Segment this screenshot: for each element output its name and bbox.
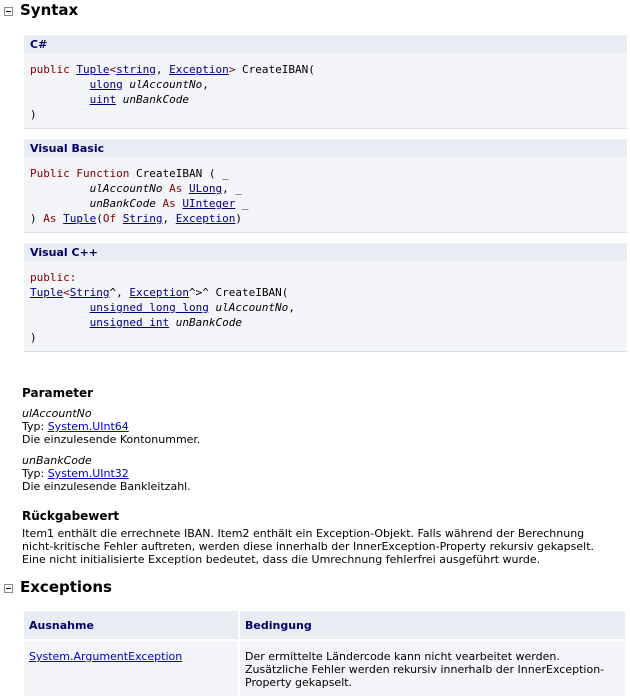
type-link-uint[interactable]: uint (89, 93, 117, 106)
keyword: Public Function (30, 167, 130, 180)
vb-code (24, 158, 627, 233)
cpp-code (24, 262, 627, 352)
exceptions-table (24, 611, 627, 696)
type-link-exception[interactable]: Exception (129, 286, 189, 299)
closing-paren: ) (30, 108, 37, 121)
separator: , (155, 63, 170, 76)
separator: , (162, 212, 176, 225)
exceptions-header[interactable] (0, 578, 630, 600)
cpp-code-block (24, 243, 627, 352)
type-link-exception[interactable]: Exception (169, 63, 229, 76)
type-link-tuple[interactable]: Tuple (76, 63, 110, 76)
table-header-row (24, 611, 626, 640)
closing-paren: ) (30, 212, 44, 225)
type-link-ulong[interactable]: ulong (89, 78, 123, 91)
returns-title: Rückgabewert (22, 509, 120, 523)
parameter-type-line (22, 420, 630, 433)
type-link-tuple[interactable]: Tuple (30, 286, 64, 299)
closing-paren: ) (30, 331, 37, 344)
separator: , (202, 78, 209, 91)
syntax-title: Syntax (20, 1, 79, 19)
parameter-item (22, 454, 630, 493)
param-name: unBankCode (89, 197, 156, 210)
syntax-header[interactable] (0, 1, 630, 23)
vb-code-block (24, 139, 627, 233)
exception-cell (24, 640, 239, 696)
type-link-exception[interactable]: Exception (175, 212, 236, 225)
exceptions-section (0, 578, 630, 696)
separator: _ (235, 197, 249, 210)
csharp-header: C# (24, 35, 627, 54)
generic-bracket: > (228, 63, 236, 76)
type-link-system-uint64[interactable]: System.UInt64 (47, 420, 129, 433)
keyword: As (162, 197, 176, 210)
param-name: unBankCode (122, 93, 189, 106)
generic-bracket: < (109, 63, 117, 76)
parameter-name: unBankCode (22, 454, 92, 467)
type-link-unsigned-int[interactable]: unsigned int (89, 316, 170, 329)
collapse-icon[interactable] (4, 584, 13, 593)
collapse-icon[interactable] (4, 7, 13, 16)
method-name: CreateIBAN( (235, 63, 315, 76)
separator: , _ (222, 182, 242, 195)
parameter-description: Die einzulesende Kontonummer. (22, 433, 201, 446)
paren: ( (96, 212, 103, 225)
returns-text: Item1 enthält die errechnete IBAN. Item2 enthält ein Exception-Objekt. Falls während der Berechnung nicht-kritische Fehler auftreten, werden diese innerhalb der InnerException-Property rekursiv gekapselt. Eine nicht initialisierte Exception bedeutet, dass die Umrechnung fehlerfrei ausgeführt wurde. (22, 527, 594, 566)
parameter-type-line (22, 467, 630, 480)
type-link-tuple[interactable]: Tuple (63, 212, 97, 225)
keyword: public: (30, 271, 77, 284)
table-row (24, 640, 626, 696)
keyword: Of (102, 212, 117, 225)
csharp-code-block (24, 35, 627, 129)
type-link-unsigned-long-long[interactable]: unsigned long long (89, 301, 209, 314)
type-link-string[interactable]: String (69, 286, 110, 299)
exception-link[interactable]: System.ArgumentException (29, 650, 183, 663)
exceptions-title: Exceptions (20, 578, 112, 596)
type-link-string[interactable]: string (116, 63, 156, 76)
param-name: ulAccountNo (215, 301, 289, 314)
type-link-ulong[interactable]: ULong (188, 182, 223, 195)
keyword: As (43, 212, 57, 225)
type-link-uinteger[interactable]: UInteger (182, 197, 236, 210)
generic-bracket: < (63, 286, 70, 299)
parameters-title: Parameter (22, 386, 94, 400)
keyword: As (169, 182, 183, 195)
method-name: CreateIBAN ( _ (129, 167, 229, 180)
param-name: unBankCode (175, 316, 242, 329)
paren: ) (235, 212, 242, 225)
column-header-condition: Bedingung (239, 611, 626, 640)
csharp-code (24, 54, 627, 129)
returns-section (0, 509, 630, 566)
parameter-description: Die einzulesende Bankleitzahl. (22, 480, 191, 493)
param-name: ulAccountNo (89, 182, 163, 195)
parameters-section (0, 386, 630, 493)
separator: ^, (109, 286, 130, 299)
param-name: ulAccountNo (129, 78, 203, 91)
keyword: public (30, 63, 70, 76)
type-label: Typ: (22, 467, 48, 480)
separator: , (288, 301, 295, 314)
type-label: Typ: (22, 420, 48, 433)
method-name: ^>^ CreateIBAN( (188, 286, 289, 299)
cpp-header: Visual C++ (24, 243, 627, 262)
condition-cell: Der ermittelte Ländercode kann nicht vearbeitet werden. Zusätzliche Fehler werden rekursiv innerhalb der InnerException-Property gekapselt. (239, 640, 626, 696)
parameter-item (22, 407, 630, 446)
vb-header: Visual Basic (24, 139, 627, 158)
type-link-system-uint32[interactable]: System.UInt32 (47, 467, 129, 480)
column-header-exception: Ausnahme (24, 611, 239, 640)
parameter-name: ulAccountNo (22, 407, 92, 420)
type-link-string[interactable]: String (122, 212, 163, 225)
